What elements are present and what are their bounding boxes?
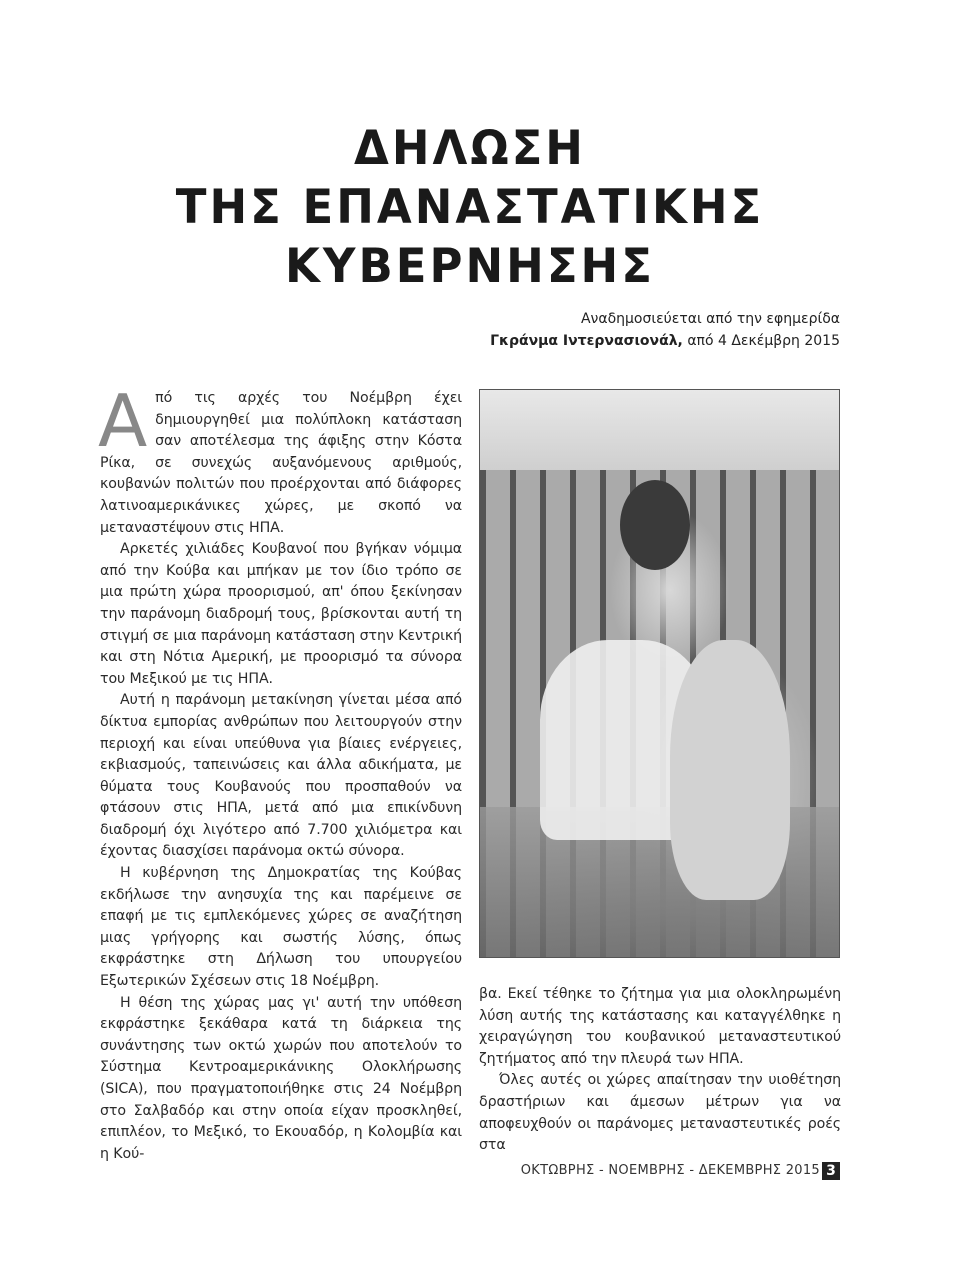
paragraph: βα. Εκεί τέθηκε το ζήτημα για μια ολοκληρωμένη λύση αυτής της κατάστασης και καταγγέλθηκε η χειραγώγηση του κουβανικού μεταναστευτικού ζητήματος από την πλευρά των ΗΠΑ. <box>479 986 841 1067</box>
title-line: ΚΥΒΕΡΝΗΣΗΣ <box>285 237 655 294</box>
drop-cap: Α <box>98 379 148 463</box>
article-photo <box>479 389 840 958</box>
issue-footer: ΟΚΤΩΒΡΗΣ - ΝΟΕΜΒΡΗΣ - ΔΕΚΕΜΒΡΗΣ 2015 <box>520 1163 820 1178</box>
title-line: ΤΗΣ ΕΠΑΝΑΣΤΑΤΙΚΗΣ <box>175 178 765 235</box>
article-title <box>0 118 940 295</box>
photo-wall <box>480 390 839 470</box>
paragraph: Η κυβέρνηση της Δημοκρατίας της Κούβας εκδήλωσε την ανησυχία της και παρέμεινε σε επαφή με τις εμπλεκόμενες χώρες σε αναζήτηση μιας γρήγορης και σωστής λύσης, όπως εκφράστηκε στη Δήλωση του υπουργείου Εξωτερικών Σχέσεων στις 18 Νοέμβρη. <box>100 865 462 990</box>
right-column <box>479 984 841 1157</box>
newspaper-name: Γκράνμα Ιντερνασιονάλ, <box>490 333 683 349</box>
left-column <box>98 379 462 1165</box>
paragraph: Η θέση της χώρας μας γι' αυτή την υπόθεση εκφράστηκε ξεκάθαρα κατά τη διάρκεια της συνάντησης των οκτώ χωρών που αποτελούν το Σύστημα Κεντροαμερικάνικης Ολοκλήρωσης (SICA), που πραγματοποιήθηκε στις 24 Νοέμβρη στο Σαλβαδόρ και στην οποία είχαν προσκληθεί, επιπλέον, το Μεξικό, το Εκουαδόρ, η Κολομβία και η Κού- <box>100 994 462 1162</box>
photo-baby <box>670 640 790 900</box>
page-number: 3 <box>822 1162 840 1180</box>
paragraph: Αρκετές χιλιάδες Κουβανοί που βγήκαν νόμιμα από την Κούβα και μπήκαν με τον ίδιο τρόπο σε μια πρώτη χώρα προορισμού, απ' όπου ξεκίνησαν την παράνομη διαδρομή τους, βρίσκονται αυτή τη στιγμή σε μια παράνομη κατάσταση στην Κεντρική και στη Νότια Αμερική, με προορισμό τα σύνορα του Μεξικού με τις ΗΠΑ. <box>100 541 462 687</box>
paragraph: Όλες αυτές οι χώρες απαίτησαν την υιοθέτηση δραστήριων και άμεσων μέτρων για να αποφευχθούν οι παράνομες μεταναστευτικές ροές στα <box>479 1072 841 1154</box>
title-line: ΔΗΛΩΣΗ <box>354 119 586 176</box>
paragraph-text: πό τις αρχές του Νοέμβρη έχει δημιουργηθεί μια πολύπλοκη κατάσταση σαν αποτέλεσμα της άφιξης στην Κόστα Ρίκα, σε συνεχώς αυξανόμενους αριθμούς, κουβανών πολιτών που προέρχονται από διάφορες λατινοαμερικάνικες χώρες, με σκοπό να μεταναστέψουν στις ΗΠΑ. <box>100 390 462 536</box>
source-credit <box>490 308 840 352</box>
source-date: από 4 Δεκέμβρη 2015 <box>682 333 840 349</box>
paragraph: Αυτή η παράνομη μετακίνηση γίνεται μέσα από δίκτυα εμπορίας ανθρώπων που λειτουργούν στην περιοχή και είναι υπεύθυνα για βίαιες ενέργειες, εκβιασμούς, ταπεινώσεις και άλλα αδικήματα, με θύματα τους Κουβανούς που προσπαθούν να φτάσουν στις ΗΠΑ, μετά από μια επικίνδυνη διαδρομή όχι λιγότερο από 7.700 χιλιόμετρα και έχοντας διασχίσει παράνομα οκτώ σύνορα. <box>100 692 462 860</box>
paragraph <box>98 379 462 539</box>
photo-doctor-head <box>620 480 690 570</box>
source-line: Αναδημοσιεύεται από την εφημερίδα <box>580 311 840 327</box>
